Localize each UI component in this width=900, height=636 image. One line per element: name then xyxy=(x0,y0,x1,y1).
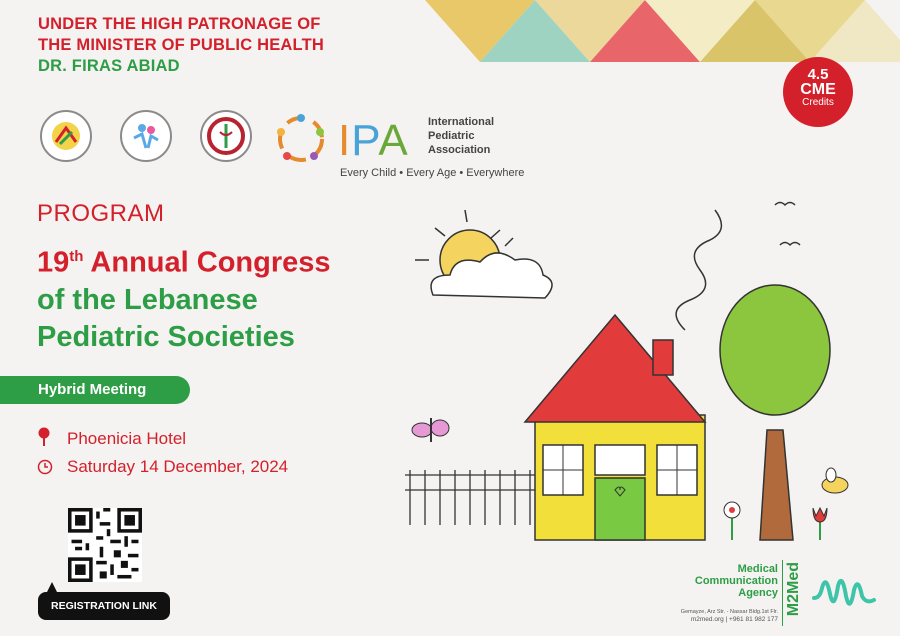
location-pin-icon xyxy=(37,427,51,447)
patronage-line-1: UNDER THE HIGH PATRONAGE OF xyxy=(38,15,321,33)
event-date: Saturday 14 December, 2024 xyxy=(67,457,289,476)
m2med-wave-icon xyxy=(810,570,880,615)
congress-title: 19th Annual Congress of the Lebanese Pediatric Societies xyxy=(37,246,331,353)
agency-address: Gemayze, Arz Str. - Nassar Bldg.1st Flr. m2med.org | +961 81 982 177 xyxy=(680,609,778,623)
qr-code[interactable] xyxy=(68,508,142,582)
clock-icon xyxy=(37,459,53,475)
house-illustration xyxy=(395,190,875,570)
ipa-name: International Pediatric Association xyxy=(428,116,495,156)
patronage-block xyxy=(38,14,324,77)
ipa-tagline: Every Child • Every Age • Everywhere xyxy=(340,167,525,179)
ipa-logo-icon xyxy=(272,110,330,168)
butterfly-icon xyxy=(412,418,449,442)
society-logo-3 xyxy=(200,110,252,162)
society-logo-2 xyxy=(120,110,172,162)
ipa-acronym: IPA xyxy=(338,116,409,165)
agency-divider xyxy=(782,560,783,626)
cme-badge: 4.5 CME Credits xyxy=(783,57,853,127)
top-triangle-decoration xyxy=(425,0,900,65)
patronage-minister-name: DR. FIRAS ABIAD xyxy=(38,57,180,75)
society-logo-1 xyxy=(40,110,92,162)
patronage-line-2: THE MINISTER OF PUBLIC HEALTH xyxy=(38,36,324,54)
hybrid-meeting-badge: Hybrid Meeting xyxy=(0,376,190,404)
program-label: PROGRAM xyxy=(37,200,165,227)
venue-text: Phoenicia Hotel xyxy=(67,429,187,448)
bee-icon xyxy=(822,468,848,493)
agency-name: Medical Communication Agency xyxy=(694,563,778,599)
m2med-brand: M2Med xyxy=(785,562,802,617)
registration-link-button[interactable]: REGISTRATION LINK xyxy=(38,592,170,620)
